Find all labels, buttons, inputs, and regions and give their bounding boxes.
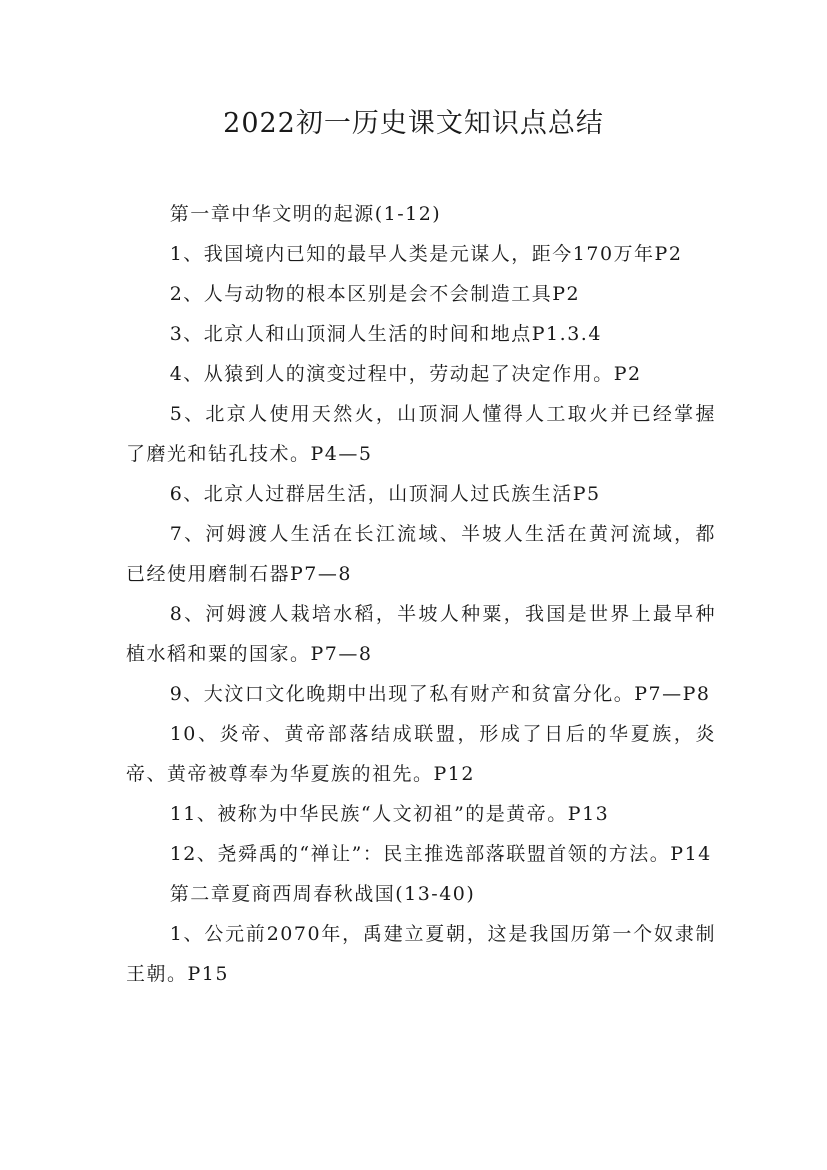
paragraph-1-2: 2、人与动物的根本区别是会不会制造工具P2 — [169, 283, 581, 305]
paragraph-1-12: 12、尧舜禹的“禅让”：民主推选部落联盟首领的方法。P14 — [169, 843, 712, 865]
paragraph-1-9: 9、大汶口文化晚期中出现了私有财产和贫富分化。P7—P8 — [169, 683, 711, 705]
document-body — [126, 194, 716, 994]
chapter-heading-1: 第一章中华文明的起源(1-12) — [169, 203, 442, 225]
paragraph-1-5: 5、北京人使用天然火，山顶洞人懂得人工取火并已经掌握了磨光和钻孔技术。P4—5 — [126, 403, 716, 465]
chapter-heading-2: 第二章夏商西周春秋战国(13-40) — [169, 883, 476, 905]
paragraph-1-3: 3、北京人和山顶洞人生活的时间和地点P1.3.4 — [169, 323, 602, 345]
paragraph-1-6: 6、北京人过群居生活，山顶洞人过氏族生活P5 — [169, 483, 601, 505]
paragraph-1-7: 7、河姆渡人生活在长江流域、半坡人生活在黄河流域，都已经使用磨制石器P7—8 — [126, 523, 716, 585]
paragraph-1-10: 10、炎帝、黄帝部落结成联盟，形成了日后的华夏族，炎帝、黄帝被尊奉为华夏族的祖先。P12 — [126, 723, 716, 785]
paragraph-1-11: 11、被称为中华民族“人文初祖”的是黄帝。P13 — [169, 803, 610, 825]
paragraph-1-8: 8、河姆渡人栽培水稻，半坡人种粟，我国是世界上最早种植水稻和粟的国家。P7—8 — [126, 603, 716, 665]
paragraph-1-1: 1、我国境内已知的最早人类是元谋人，距今170万年P2 — [169, 243, 683, 265]
paragraph-2-1: 1、公元前2070年，禹建立夏朝，这是我国历第一个奴隶制王朝。P15 — [126, 923, 716, 985]
document-title: 2022初一历史课文知识点总结 — [223, 108, 604, 139]
paragraph-1-4: 4、从猿到人的演变过程中，劳动起了决定作用。P2 — [169, 363, 642, 385]
